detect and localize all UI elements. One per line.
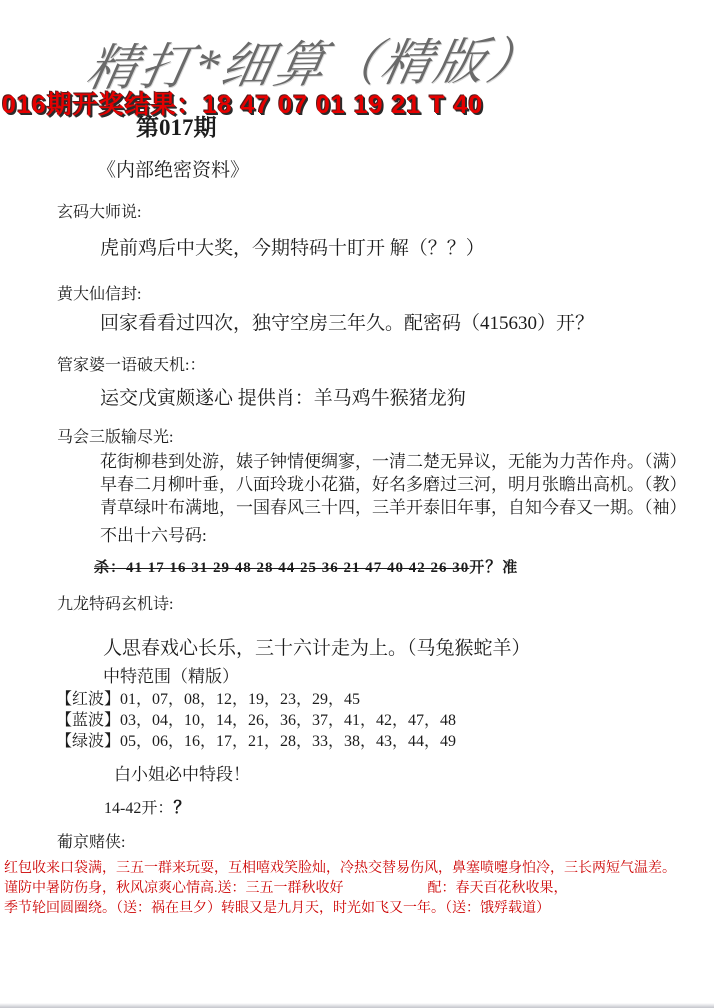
blue-wave-numbers: 03，04，10，14，26，36，37，41，42，47，48 [120,712,457,729]
section-label-xuanma: 玄码大师说: [57,204,142,221]
mahui-poem [100,450,687,519]
kill-sure-char: 准 [502,560,519,576]
section-label-mahui: 马会三版输尽光: [57,429,174,446]
footer-verse-line: 红包收来口袋满，三五一群来玩耍，互相嘻戏笑脸灿，冷热交替易伤风，鼻塞喷嚏身怕冷，三长两短气温差。 [4,861,676,876]
red-wave-row [56,689,456,710]
section-label-jiulong: 九龙特码玄机诗: [57,596,174,613]
kill-open-char: 开 [469,560,486,576]
blue-wave-row [56,710,456,731]
open-question-mark: ？ [173,798,191,817]
baixiaojie-line: 白小姐必中特段！ [114,765,250,784]
special-range-open-line [104,793,190,818]
range-title: 中特范围（精版） [103,667,239,686]
mahui-poem-line: 花街柳巷到处游，婊子钟情便绸寥，一清二楚无异议，无能为力苦作舟。（满） [100,452,687,471]
green-wave-label: 【绿波】 [56,733,121,750]
wave-number-list [56,689,456,752]
footer-verse-line: 季节轮回圆圈绕。（送：祸在旦夕）转眼又是九月天，时光如飞又一年。（送：饿殍载道） [4,901,550,916]
mahui-poem-line: 青草绿叶布满地，一国春风三十四，三羊开泰旧年事，自知今春又一期。（袖） [100,498,687,517]
kill-question-mark: ？ [485,559,503,576]
red-wave-numbers: 01，07，08，12，19，23，29，45 [120,691,361,708]
mahui-poem-line: 早春二月柳叶垂，八面玲珑小花猫，好名多磨过三河，明月张瞻出高机。（教） [100,475,687,494]
exclude-sixteen-label: 不出十六号码: [100,526,207,545]
huangdaxian-line: 回家看看过四次，独守空房三年久。配密码（415630）开？ [100,313,595,334]
open-range-prefix: 14-42开： [104,800,174,817]
green-wave-row [56,731,456,752]
kill-numbers-struck: 杀：41 17 16 31 29 48 28 44 25 36 21 47 40 42 26 30 [94,560,470,576]
guanjiapo-line: 运交戊寅颇遂心 提供肖：羊马鸡牛猴猪龙狗 [100,388,466,409]
green-wave-numbers: 05，06，16，17，21，28，33，38，43，44，49 [120,733,457,750]
bottom-edge-shading [0,1003,714,1008]
issue-number: 第017期 [136,115,217,140]
jiulong-poem: 人思春戏心长乐，三十六计走为上。（马兔猴蛇羊） [103,638,531,659]
secret-title: 《内部绝密资料》 [97,160,250,181]
footer-verse-line: 谨防中暑防伤身，秋风凉爽心情高.送：三五一群秋收好 配：春天百花秋收果， [4,881,568,896]
blue-wave-label: 【蓝波】 [56,712,121,729]
section-label-pujing: 葡京赌侠: [57,834,126,851]
section-label-guanjiapo: 管家婆一语破天机:： [57,357,206,374]
masthead-sketch-title: 精打*细算（精版） [82,32,547,97]
red-wave-label: 【红波】 [56,691,121,708]
previous-draw-result: 016期开奖结果：18 47 07 01 19 21 T 40 [2,91,484,119]
kill-numbers-line [94,554,518,577]
section-label-huangdaxian: 黄大仙信封: [57,286,142,303]
footer-red-verses [4,859,676,919]
xuanma-line: 虎前鸡后中大奖，今期特码十盯开 解（？？） [100,238,485,259]
